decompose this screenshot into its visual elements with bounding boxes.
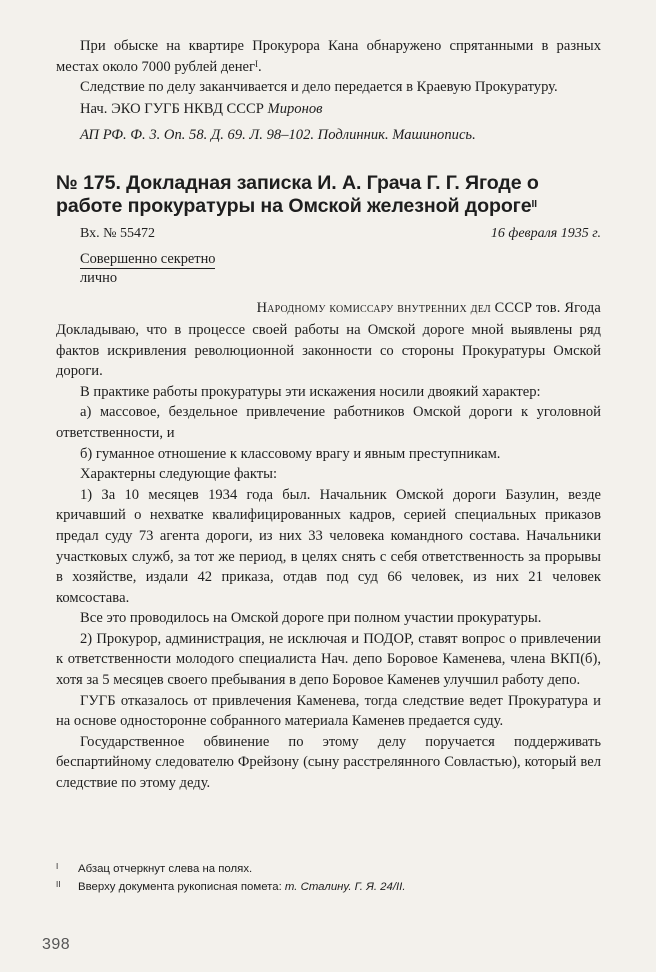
document-date: 16 февраля 1935 г.: [490, 225, 601, 241]
body-paragraph: 1) За 10 месяцев 1934 года был. Начальник Омской дороги Базулин, везде кричавший о нехватке квалифицированных кадров, серией специальных приказов предал суду 73 агента дороги, из них 33 человека командного состава. Начальники участковых служб, за тот же период, в целях снять с себя ответственность за прорывы в хозяйстве, издали 42 приказа, отдав под суд 66 человек, из них 21 человек комсоставa.: [56, 486, 601, 606]
body-paragraph: б) гуманное отношение к классовому врагу и явным преступникам.: [80, 445, 501, 462]
footnote-text: Вверху документа рукописная помета: т. Сталину. Г. Я. 24/II.: [78, 881, 406, 893]
secrecy-label: Совершенно секретно: [80, 250, 216, 267]
archive-reference: АП РФ. Ф. 3. Оп. 58. Д. 69. Л. 98–102. Подлинник. Машинопись.: [80, 127, 476, 144]
document-title: № 175. Докладная записка И. А. Грача Г. Г. Ягоде о работе прокуратуры на Омской железной дороге$^{II}$: [56, 171, 539, 217]
body-paragraph: ГУГБ отказалось от привлечения Каменева, тогда следствие ведет Прокуратура и на основе односторонне собранного материала Каменев предается суду.: [56, 692, 601, 730]
footnotes: [56, 860, 601, 896]
page-body: [56, 36, 601, 794]
signer-title: Нач. ЭКО ГУГБ НКВД СССР: [80, 100, 264, 117]
secrecy-stamp: [56, 250, 601, 288]
footnote-1: [56, 860, 601, 878]
body-paragraph: 2) Прокурор, администрация, не исключая и ПОДОР, ставят вопрос о привлечении к ответственности молодого специалиста Нач. депо Боровое Каменева, члена ВКП(б), хотя за 5 месяцев своего пребывания в депо Боровое Каменев улучшил работу депо.: [56, 630, 601, 689]
body-paragraph: Все это проводилось на Омской дороге при полном участии прокуратуры.: [80, 610, 542, 627]
footnote-mark: I: [56, 862, 59, 871]
signer-name: Миронов: [267, 100, 323, 117]
footnote-ref-2: II: [531, 198, 537, 210]
incoming-number: Вх. № 55472: [80, 225, 156, 241]
body-paragraph: Характерны следующие факты:: [80, 466, 278, 483]
prev-paragraph-2: Следствие по делу заканчивается и дело передается в Краевую Прокуратуру.: [80, 79, 558, 96]
body-paragraph: В практике работы прокуратуры эти искажения носили двоякий характер:: [80, 383, 541, 400]
personal-label: лично: [80, 269, 118, 286]
footnote-2: [56, 878, 601, 896]
footnote-text: Абзац отчеркнут слева на полях.: [78, 863, 253, 875]
body-paragraph: Государственное обвинение по этому делу поручается поддерживать беспартийному следователю Фрейзону (сыну расстрелянного Совластью), который вел следствие по этому деду.: [56, 733, 601, 792]
footnote-mark: II: [56, 880, 61, 889]
addressee: Народному комиссару внутренних дел СССР тов. Ягода: [256, 299, 601, 316]
signature-line: [56, 99, 601, 120]
page-number: 398: [42, 936, 71, 953]
body-paragraph: а) массовое, бездельное привлечение работников Омской дороги к уголовной ответственности, и: [56, 404, 601, 441]
footnote-ref-1: I: [255, 58, 259, 69]
document-meta: [56, 224, 601, 244]
body-paragraph: Докладываю, что в процессе своей работы на Омской дороге мной выявлены ряд фактов искривления революционной законности со стороны Прокуратуры Омской дороги.: [56, 321, 601, 380]
prev-paragraph-1: При обыске на квартире Прокурора Кана обнаружено спрятанными в разных местах около 7000 рублей денег$^I$.: [56, 38, 601, 75]
